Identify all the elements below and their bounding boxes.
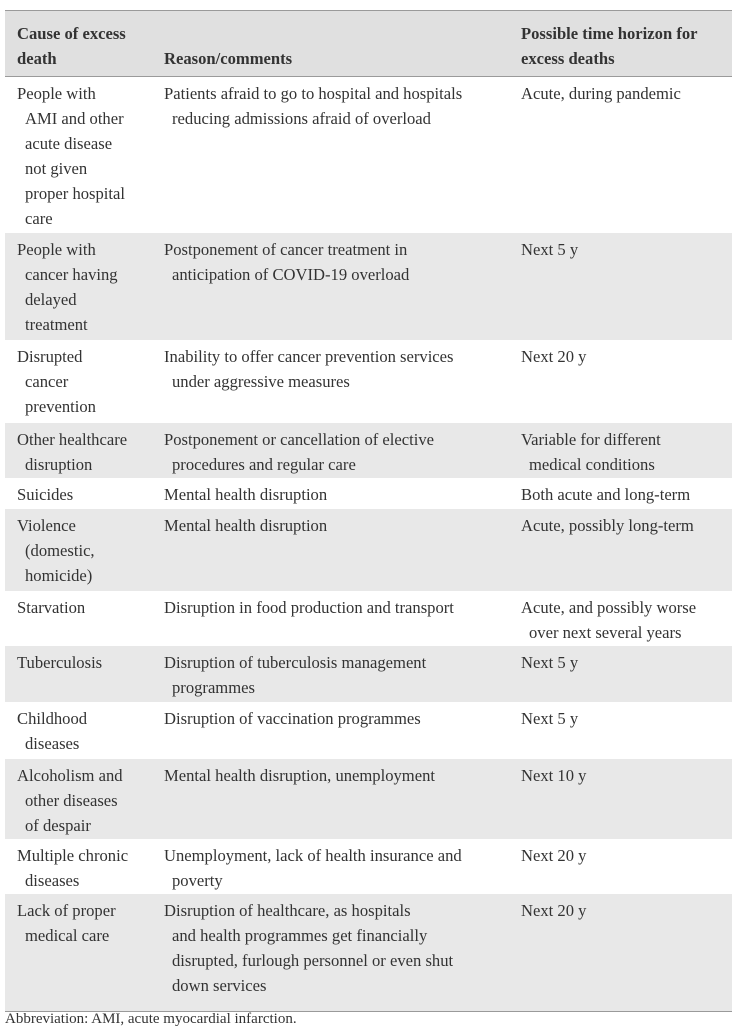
cause-cell-line: Multiple chronic xyxy=(17,846,129,865)
cause-cell-line: Other healthcare xyxy=(17,430,128,449)
cause-cell-line: proper hospital xyxy=(25,184,126,203)
horizon-cell-line: Next 20 y xyxy=(521,846,587,865)
cause-cell-line: disruption xyxy=(25,455,93,474)
reason-cell-line: Mental health disruption xyxy=(164,516,328,535)
horizon-cell xyxy=(508,591,732,646)
horizon-cell-line: Next 10 y xyxy=(521,766,587,785)
cause-cell-line: Tuberculosis xyxy=(17,653,103,672)
horizon-cell-line: Next 5 y xyxy=(521,653,579,672)
reason-cell xyxy=(151,478,508,509)
reason-cell-line: under aggressive measures xyxy=(172,372,350,391)
horizon-cell-line: Next 5 y xyxy=(521,240,579,259)
cause-cell-line: other diseases xyxy=(25,791,118,810)
reason-cell-line: and health programmes get financially xyxy=(172,926,428,945)
cause-cell-line: homicide) xyxy=(25,566,93,585)
horizon-cell-line: Both acute and long-term xyxy=(521,485,691,504)
table-row xyxy=(5,702,732,759)
cause-cell xyxy=(5,340,151,423)
cause-cell-line: (domestic, xyxy=(25,541,95,560)
horizon-cell-line: Variable for different xyxy=(521,430,661,449)
horizon-cell xyxy=(508,233,732,340)
reason-cell-line: Mental health disruption xyxy=(164,485,328,504)
table-row xyxy=(5,839,732,894)
table-header-row xyxy=(5,11,732,77)
cause-cell xyxy=(5,77,151,233)
reason-cell-line: Postponement or cancellation of elective xyxy=(164,430,435,449)
cause-cell-line: Starvation xyxy=(17,598,86,617)
table-row xyxy=(5,233,732,340)
horizon-cell-line: Next 20 y xyxy=(521,347,587,366)
cause-cell xyxy=(5,839,151,894)
cause-cell xyxy=(5,702,151,759)
cause-cell-line: diseases xyxy=(25,734,80,753)
header-reason xyxy=(151,11,508,71)
horizon-cell xyxy=(508,894,732,1011)
reason-cell xyxy=(151,839,508,894)
horizon-cell-line: Next 5 y xyxy=(521,709,579,728)
cause-cell xyxy=(5,478,151,509)
cause-cell-line: of despair xyxy=(25,816,91,835)
horizon-cell xyxy=(508,702,732,759)
table-row xyxy=(5,423,732,478)
cause-cell-line: People with xyxy=(17,84,96,103)
horizon-cell xyxy=(508,77,732,233)
table-row xyxy=(5,509,732,591)
reason-cell-line: Inability to offer cancer prevention services xyxy=(164,347,454,366)
table-row xyxy=(5,77,732,233)
reason-cell xyxy=(151,77,508,233)
horizon-cell xyxy=(508,839,732,894)
cause-cell-line: Violence xyxy=(17,516,76,535)
horizon-cell xyxy=(508,340,732,423)
reason-cell-line: Disruption of tuberculosis management xyxy=(164,653,427,672)
horizon-cell xyxy=(508,509,732,591)
table-footnote: Abbreviation: AMI, acute myocardial infarction. xyxy=(5,1011,297,1027)
reason-cell-line: poverty xyxy=(172,871,223,890)
horizon-cell-line: Acute, and possibly worse xyxy=(521,598,697,617)
reason-cell-line: procedures and regular care xyxy=(172,455,356,474)
horizon-cell-line: medical conditions xyxy=(529,455,655,474)
reason-cell xyxy=(151,702,508,759)
reason-cell xyxy=(151,233,508,340)
table-row xyxy=(5,759,732,839)
table-row xyxy=(5,894,732,1011)
reason-cell-line: Disruption in food production and transport xyxy=(164,598,454,617)
cause-cell xyxy=(5,423,151,478)
header-cause-line: death xyxy=(17,49,57,68)
cause-cell-line: People with xyxy=(17,240,96,259)
header-cause-line: Cause of excess xyxy=(17,24,126,43)
reason-cell-line: programmes xyxy=(172,678,255,697)
cause-cell-line: cancer having xyxy=(25,265,118,284)
horizon-cell-line: over next several years xyxy=(529,623,682,642)
reason-cell xyxy=(151,646,508,702)
cause-cell xyxy=(5,591,151,646)
reason-cell-line: Disruption of healthcare, as hospitals xyxy=(164,901,411,920)
reason-cell-line: Patients afraid to go to hospital and hospitals xyxy=(164,84,463,103)
reason-cell-line: disrupted, furlough personnel or even shut xyxy=(172,951,454,970)
reason-cell xyxy=(151,759,508,839)
reason-cell-line: Disruption of vaccination programmes xyxy=(164,709,421,728)
reason-cell-line: Mental health disruption, unemployment xyxy=(164,766,435,785)
cause-cell xyxy=(5,759,151,839)
reason-cell xyxy=(151,591,508,646)
reason-cell-line: Postponement of cancer treatment in xyxy=(164,240,408,259)
cause-cell-line: care xyxy=(25,209,53,228)
reason-cell-line: Unemployment, lack of health insurance and xyxy=(164,846,462,865)
cause-cell xyxy=(5,233,151,340)
horizon-cell xyxy=(508,759,732,839)
cause-cell-line: diseases xyxy=(25,871,80,890)
reason-cell-line: anticipation of COVID-19 overload xyxy=(172,265,410,284)
cause-cell xyxy=(5,509,151,591)
horizon-cell xyxy=(508,478,732,509)
header-reason-line: Reason/comments xyxy=(164,49,293,68)
excess-deaths-table xyxy=(5,10,732,1012)
cause-cell-line: acute disease xyxy=(25,134,113,153)
table-body xyxy=(5,77,732,1011)
header-cause xyxy=(5,11,151,71)
table-row xyxy=(5,591,732,646)
reason-cell xyxy=(151,894,508,1011)
header-horizon xyxy=(508,11,732,71)
horizon-cell xyxy=(508,423,732,478)
cause-cell-line: cancer xyxy=(25,372,69,391)
horizon-cell-line: Acute, possibly long-term xyxy=(521,516,694,535)
cause-cell xyxy=(5,894,151,1011)
reason-cell xyxy=(151,423,508,478)
cause-cell-line: Disrupted xyxy=(17,347,83,366)
reason-cell-line: reducing admissions afraid of overload xyxy=(172,109,431,128)
table-row xyxy=(5,478,732,509)
reason-cell xyxy=(151,340,508,423)
reason-cell-line: down services xyxy=(172,976,267,995)
cause-cell-line: AMI and other xyxy=(25,109,124,128)
cause-cell-line: medical care xyxy=(25,926,110,945)
cause-cell-line: prevention xyxy=(25,397,96,416)
cause-cell-line: not given xyxy=(25,159,88,178)
header-horizon-line: excess deaths xyxy=(521,49,615,68)
horizon-cell xyxy=(508,646,732,702)
table-row xyxy=(5,340,732,423)
reason-cell xyxy=(151,509,508,591)
cause-cell-line: Suicides xyxy=(17,485,74,504)
horizon-cell-line: Next 20 y xyxy=(521,901,587,920)
cause-cell-line: Lack of proper xyxy=(17,901,116,920)
cause-cell-line: Childhood xyxy=(17,709,88,728)
cause-cell-line: delayed xyxy=(25,290,77,309)
cause-cell-line: treatment xyxy=(25,315,88,334)
cause-cell xyxy=(5,646,151,702)
cause-cell-line: Alcoholism and xyxy=(17,766,123,785)
header-horizon-line: Possible time horizon for xyxy=(521,24,698,43)
horizon-cell-line: Acute, during pandemic xyxy=(521,84,681,103)
table-row xyxy=(5,646,732,702)
